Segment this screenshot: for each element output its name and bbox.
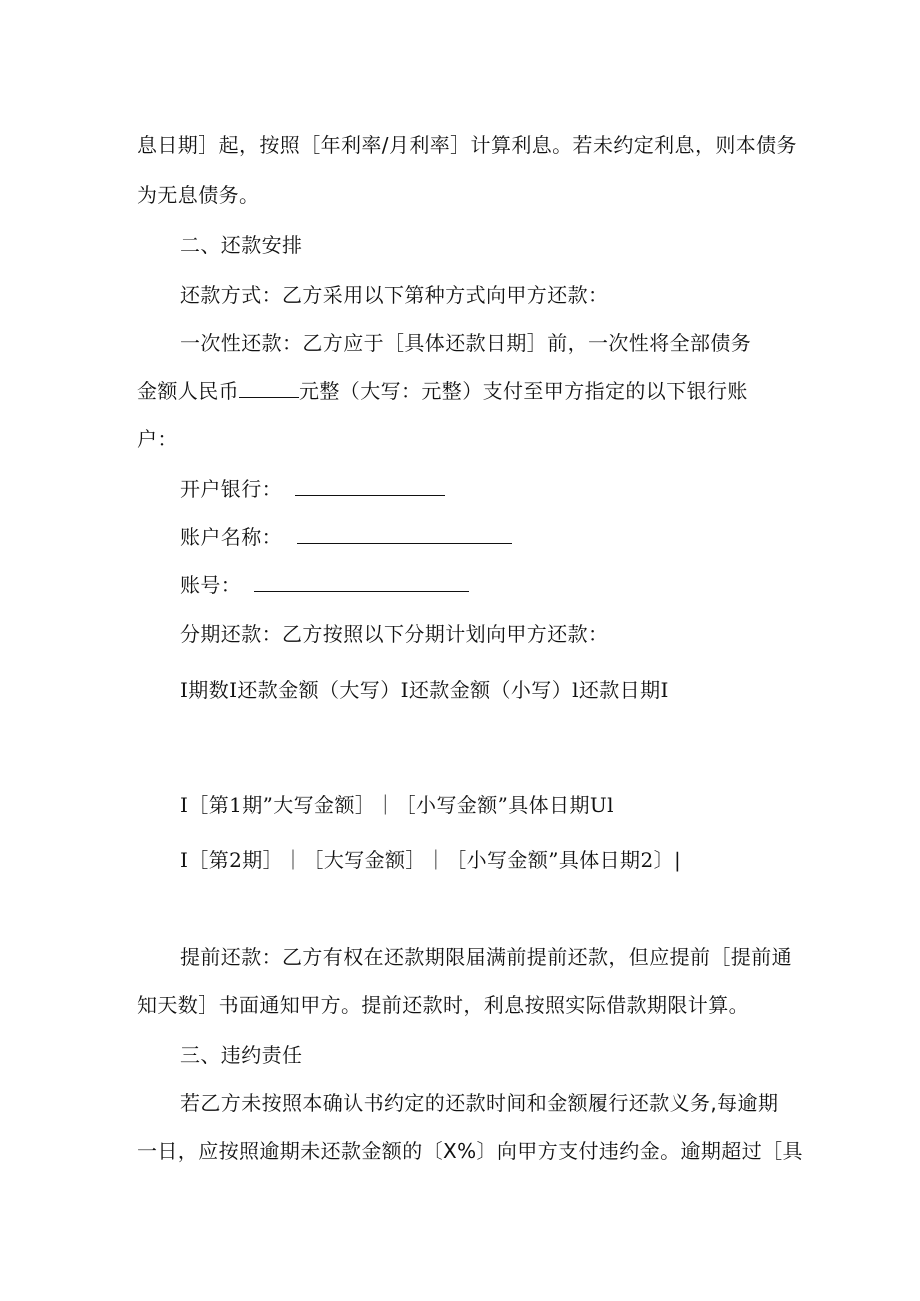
section-3-heading: 三、违约责任: [180, 1043, 303, 1067]
lump-sum-line-3: 户：: [137, 427, 178, 451]
account-number-blank: [254, 571, 469, 592]
breach-line-1: 若乙方未按照本确认书约定的还款时间和金额履行还款义务,每逾期: [180, 1091, 779, 1115]
account-number-line: [180, 571, 469, 599]
lump-sum-prefix: 金额人民币: [137, 379, 239, 403]
bank-blank: [295, 475, 445, 496]
account-number-label: 账号：: [180, 573, 242, 597]
interest-line-2: 为无息债务。: [137, 183, 260, 207]
installment-intro: 分期还款：乙方按照以下分期计划向甲方还款：: [180, 622, 609, 646]
prepayment-line-1: 提前还款：乙方有权在还款期限届满前提前还款，但应提前［提前通: [180, 945, 792, 969]
installment-row-1: I［第1期”大写金额］｜［小写金额”具体日期Ul: [180, 793, 614, 817]
lump-sum-line-2: [137, 377, 748, 405]
installment-table-header: I期数I还款金额（大写）I还款金额（小写）l还款日期I: [180, 678, 669, 702]
repayment-method-intro: 还款方式：乙方采用以下第种方式向甲方还款：: [180, 283, 609, 307]
lump-sum-line-1: 一次性还款：乙方应于［具体还款日期］前，一次性将全部债务: [180, 331, 752, 355]
account-name-line: [180, 523, 512, 551]
breach-line-2: 一日，应按照逾期未还款金额的〔X%〕向甲方支付违约金。逾期超过［具: [137, 1139, 803, 1163]
prepayment-line-2: 知天数］书面通知甲方。提前还款时，利息按照实际借款期限计算。: [137, 993, 749, 1017]
account-name-blank: [297, 523, 512, 544]
account-name-label: 账户名称：: [180, 525, 282, 549]
section-2-heading: 二、还款安排: [180, 233, 303, 257]
amount-blank: [239, 377, 299, 398]
bank-line: [180, 475, 445, 503]
installment-row-2: I［第2期］｜［大写金额］｜［小写金额”具体日期2〕|: [180, 848, 682, 872]
bank-label: 开户银行：: [180, 477, 282, 501]
interest-line-1: 息日期］起，按照［年利率/月利率］计算利息。若未约定利息，则本债务: [137, 133, 797, 157]
lump-sum-suffix: 元整（大写：元整）支付至甲方指定的以下银行账: [299, 379, 748, 403]
